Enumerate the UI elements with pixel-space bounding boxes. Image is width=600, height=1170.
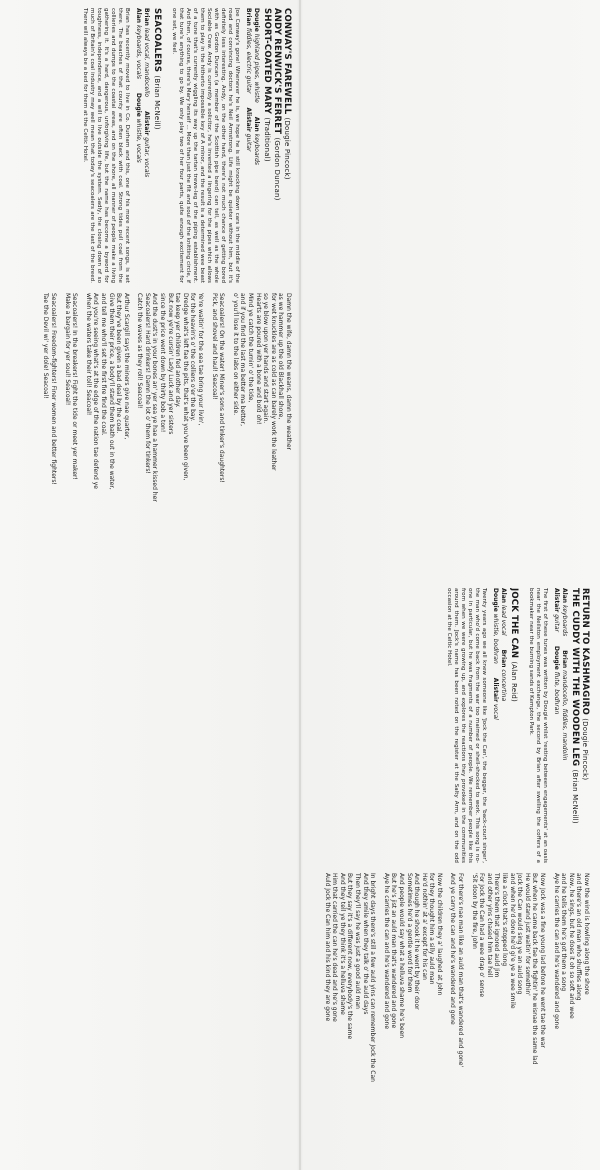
- lyrics-stanza: [323, 873, 376, 1148]
- lyric-line: Now the wind is howling along the shore: [583, 873, 590, 995]
- lyric-line: But they've been given a bad deal by the coal.: [115, 293, 123, 434]
- lyric-line: and other yins chased him tae hell: [485, 873, 493, 978]
- musician-credits: Alan lead vocalBrian concertina Dougie whistle, bodhranAlistair vocal: [492, 588, 507, 720]
- left-page: [22, 8, 292, 568]
- right-page-column-1: [320, 588, 590, 863]
- lyric-line: Now the children they a' laughed at John: [435, 873, 443, 996]
- lyric-line: There's them that ignored auld Jim: [493, 873, 501, 978]
- lyric-line: Pick, and shovel and haul! Seacoal!: [210, 293, 218, 400]
- booklet-fold: [299, 0, 301, 1170]
- lyrics-stanza: [382, 873, 443, 1148]
- lyric-line: for wet knuckles are as cold as can barely work the leather: [269, 293, 277, 471]
- lyric-line: and he tells them he's got them a song: [560, 873, 568, 992]
- lyric-line: Auld Jock the Can him and his kind they are gone: [323, 873, 331, 1022]
- lyrics-stanza: [84, 293, 130, 568]
- lyric-line: Damn the wife, damn the weans, damn the weather: [285, 293, 292, 450]
- right-page: [320, 588, 590, 1148]
- lyric-line: And the dust's in your bones an' yer sea ye hae a hammer kissed her: [151, 293, 159, 502]
- lyric-line: And though he shook it he went by their door: [413, 873, 421, 1010]
- lyrics-stanza: [210, 293, 225, 568]
- lyrics-stanza: [136, 293, 204, 568]
- lyric-line: Give them their price, a body'll stand them bath out in the water,: [107, 293, 115, 490]
- lyric-line: Seacoalers! On the water! Miner's sons and tinker's daughters!: [218, 293, 226, 483]
- lyric-line: And ye carry the can and he's wandered and gone: [449, 873, 457, 1025]
- lyric-line: Hearts are poured with a bone and bold oh!: [254, 293, 262, 425]
- lyric-line: But he's jist an auld man that's wandered and gone: [390, 873, 398, 1029]
- lyric-line: And people would say what a helluva shame he's been: [397, 873, 405, 1039]
- lyrics-stanza: [552, 873, 590, 1148]
- lyric-line: For there's nae man like an auld man that's wandered and gone': [457, 873, 465, 1068]
- lyric-line: Ye're waitin' for the sea tae bring your livin',: [197, 293, 205, 426]
- track-note: The first of these tunes was written by Dougie whilst 'resting between engagements' at an oasis near the Neilston employment exchange, the second by Brian after swelling the coffers of a bookmaker near the burning sands of Kempton Park.: [528, 588, 548, 863]
- lyric-line: like a clock that's stopped long: [501, 873, 509, 967]
- lyric-line: Seacoalers! In the breakers! Fight the tide or meet yer maker!: [71, 293, 79, 480]
- lyric-line: He'd nothin' at a' except for his can: [420, 873, 428, 980]
- left-page-column-2: [22, 293, 292, 568]
- lyric-line: Now Jock was a fine young lad before he went tae the war: [539, 873, 547, 1048]
- track-note: Joe Conway's gone! Whenever he is, we hope he is still knocking down cars in the middle of the road and convincing doctors he's Neil Armstrong. Life might be quieter without him, but it's definitely less interesting. Andy, on the other hand, there's not much chance of getting bored with as Gordon Duncan (a member of the Scottish pipe band) can tell, as well as the whole Sociable Crew. Andy is currently a solicitor, he's invented a lingering for the pipes which allows them to play in the hitherto impossible key of A minor, and the result is a determined wee beast of a tune that's currently wiggling its way up the tartan trews-leg of the piping establishment. And then, of course, there's Mary herself ... More than just the flit and soul of the knitting circle, if that tune's anything to go by. We only play two of her four parts, quite enough excitement for one set, we feel.: [171, 8, 240, 283]
- lyric-line: Sometimes he'd a gentle word for them: [405, 873, 413, 993]
- track-title: CONWAY'S FAREWELL (Dougie Pincock): [282, 8, 292, 180]
- lyric-line: And you're seeing what's at the edge of the nation tae defend ye: [92, 293, 100, 489]
- lyric-line: and tell me who'll set the first fire find the coal.: [99, 293, 107, 436]
- track-title: JOCK THE CAN (Alan Reid): [509, 588, 519, 702]
- lyric-line: 'Sit doon by the fire, John: [470, 873, 478, 949]
- lyric-line: Now, he sings, but he does it oh so soft and wee: [567, 873, 575, 1019]
- musician-credits: Alan keyboardsBrian mandocello, fiddles, mandolin Alistair guitarDougie flute, bodhran: [553, 588, 568, 761]
- lyrics-jock-the-can: [323, 873, 590, 1148]
- lyrics-stanza: [63, 293, 78, 568]
- lyrics-seacoalers: [42, 293, 292, 568]
- lyric-line: But when he came back fae the fightin' he wisnae the same lad: [531, 873, 539, 1065]
- lyric-line: For Jock the Can had a wee drap o' sense: [478, 873, 486, 998]
- lyric-line: Then they'll say he was just a good auld man: [353, 873, 361, 1009]
- lyric-line: when the waters take their toll! Seacoal!: [84, 293, 92, 416]
- lyric-line: and when he'd done he'd gi'e ye a wee smile: [508, 873, 516, 1009]
- lyric-line: so ye blow upon yer hands and start again.: [262, 293, 270, 424]
- lyrics-stanza: [42, 293, 57, 568]
- lyric-line: Aye he carries the can and he's wandered and gone: [552, 873, 560, 1030]
- track-title: ANDY RENWICK'S FERRET (Gordon Duncan): [272, 8, 282, 201]
- lyric-line: He would stand just waitin' for somethin': [523, 873, 531, 996]
- lyric-line: Dredge what's left fae the pits, that's what you've been given,: [181, 293, 189, 481]
- right-page-column-2: [320, 873, 590, 1148]
- lyric-line: and there's an old man who shuffles along: [575, 873, 583, 1001]
- lyric-line: Make a bargain for yer soul! Seacoal!: [63, 293, 71, 406]
- lyrics-stanza: [449, 873, 464, 1148]
- track-note: Brian has recently moved to live in Co. Durham and this, one of his more recent songs, is set there. The beaches of that county are often black with coal. Strong tides pull coal from the collieries and dumps to the coastal areas, and on the shore, all manner of people make a living gathering it. It's a hard, dangerous, unforgiving life, but the name has become a byword for toughness, independence, and a will to live outside the system. Sadly, the closing down of so much of Britain's coal industry may well mean that today's seacoalers are the last of the breed. There will always be a bed for them at the Celtic Hotel.: [82, 8, 130, 283]
- lyric-line: tae keep yer children fed another day.: [174, 293, 182, 408]
- lyric-line: Seacoalers! Hard drinkers! Damn the lot o' them for tinkers!: [143, 293, 151, 474]
- lyric-line: Him that carried the can he's dead and he's gone: [331, 873, 339, 1022]
- lyric-line: Tae the Devil wi' yer dole! Seacoal!: [42, 293, 50, 399]
- lyric-line: and if you find the last ma better ma better,: [239, 293, 247, 426]
- musician-credits: Brian lead vocal, mandocelloAlistair guitar, vocals Alan keyboards, vocalsDougie whistle, vocals: [135, 8, 150, 178]
- lyric-line: o' you'll lose it to the labs on either side.: [231, 293, 239, 416]
- lyrics-stanza: [470, 873, 546, 1148]
- lyric-line: Arthur Scargill says the miners give nae quarter,: [122, 293, 130, 440]
- lyric-line: In bright days there's still a few auld yins can remember Jock the Can: [369, 873, 377, 1082]
- lyric-line: Seacoalers! Freedom-fighters! Finer women and better fighters!: [49, 293, 57, 485]
- lyric-line: Catch the waves as they roll! Seacoal!: [136, 293, 144, 409]
- lyric-line: Aye he carries the can and he's wandered and gone: [382, 873, 390, 1030]
- left-page-column-1: [22, 8, 292, 283]
- track-title: SHORT-COATED MARY (Traditional): [262, 8, 272, 162]
- lyric-line: Mind ye catch the turnin' o' the tide,: [247, 293, 255, 403]
- lyric-line: since the price went down by thirty bob a ton!: [159, 293, 167, 433]
- track-title: SEACOALERS (Brian McNeill): [152, 8, 162, 130]
- lyric-line: as we hammer up the old Blackhall shore,: [277, 293, 285, 420]
- lyric-line: And they tell ye they think it's a helluva shame: [338, 873, 346, 1015]
- lyric-line: for they thought him a silly auld man: [428, 873, 436, 985]
- lyric-line: for the heavin's o' the colliers o'er the bay.: [189, 293, 197, 422]
- lyric-line: But now ye're cursin' Lady Luck and yer sisters: [166, 293, 174, 435]
- lyric-line: And they smile when they talk o' the auld days: [361, 873, 369, 1015]
- musician-credits: Dougie highland pipes, whistleAlan keyboards Brian fiddles, electric guitarAlistair guitar: [245, 8, 260, 166]
- track-note: Twenty years ago we all knew someone like 'Jock the Can', the beggar, the 'back-court singer', the man who'd come back from the war too maimed or shell-shocked to work. This song is no-one in particular, but he was fragments of a number of people. We remember people like this from when we were growing up, and explores the reactions they provoked in the communities around them. Jock's name has been noted on the register at the Salty Arm, and on the odd occasion at the Celtic Hotel.: [446, 588, 487, 863]
- track-title: THE CUDDY WITH THE WOODEN LEG (Brian McNeill): [570, 588, 580, 824]
- lyrics-stanza: [231, 293, 292, 568]
- lyric-line: Jock the Can would sing ye an auld song: [516, 873, 524, 995]
- lyric-line: But they say it's a different now, everybody's the same: [346, 873, 354, 1040]
- track-title: RETURN TO KASHMAGIRO (Dougie Pincock): [580, 588, 590, 781]
